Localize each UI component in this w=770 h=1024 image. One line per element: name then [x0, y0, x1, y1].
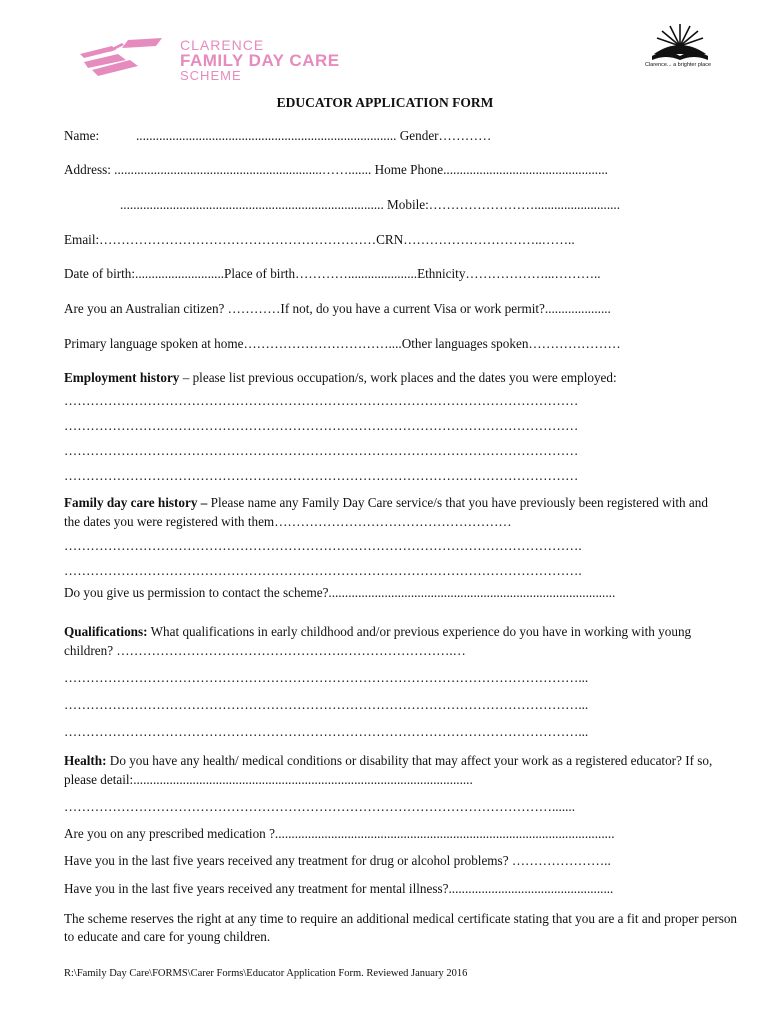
scheme-logo-text: [180, 38, 340, 82]
scheme-logo-icon: [78, 36, 178, 76]
health-question[interactable]: [64, 751, 720, 789]
citizenship-field[interactable]: Are you an Australian citizen? …………If not, do you have a current Visa or work permit?....................: [64, 301, 611, 316]
fdc-history-question[interactable]: [64, 493, 720, 531]
employment-heading: [64, 370, 617, 386]
birth-ethnicity-field[interactable]: Date of birth:...........................Place of birth………….....................Ethnicity………………...………..: [64, 266, 601, 281]
employment-line-4[interactable]: ………………………………………………………………………………………………………: [64, 468, 579, 483]
drug-treatment-field[interactable]: Have you in the last five years received any treatment for drug or alcohol problems? …………………..: [64, 853, 611, 868]
employment-line-1[interactable]: ………………………………………………………………………………………………………: [64, 393, 579, 408]
qualifications-instruction: What qualifications in early childhood and/or previous experience do you have in working with young children? …………………………………………….…………………….…: [64, 624, 692, 658]
fdc-instruction: Please name any Family Day Care service/s that you have previously been registered with and the dates you were registered with them………………………………………………: [64, 495, 708, 529]
logo-line-2: FAMILY DAY CARE: [180, 51, 340, 70]
fdc-label: Family day care history –: [64, 495, 208, 510]
name-gender-field[interactable]: ............................................................................... Gender…………: [136, 128, 492, 143]
name-field-label: Name:: [64, 128, 100, 143]
logo-line-1: CLARENCE: [180, 37, 265, 53]
qualifications-line-2[interactable]: ………………………………………………………………………………………………………...: [64, 697, 589, 712]
file-path-footer: R:\Family Day Care\FORMS\Carer Forms\Educator Application Form. Reviewed January 2016: [64, 968, 468, 979]
council-logo-icon: [640, 20, 720, 80]
logo-line-3: SCHEME: [180, 68, 242, 83]
employment-line-2[interactable]: ………………………………………………………………………………………………………: [64, 418, 579, 433]
employment-label: Employment history: [64, 370, 180, 385]
health-line-1[interactable]: ………………………………………………………………………………………………….......: [64, 799, 576, 814]
qualifications-line-3[interactable]: ………………………………………………………………………………………………………...: [64, 724, 589, 739]
mental-treatment-field[interactable]: Have you in the last five years received any treatment for mental illness?..................................................: [64, 881, 614, 896]
health-instruction: Do you have any health/ medical conditions or disability that may affect your work as a registered educator? If so, please detail:.......................................................................................................: [64, 753, 713, 787]
fdc-line-2[interactable]: ……………………………………………………………………………………………………….: [64, 563, 582, 578]
medication-field[interactable]: Are you on any prescribed medication ?.......................................................................................................: [64, 826, 615, 841]
employment-line-3[interactable]: ………………………………………………………………………………………………………: [64, 443, 579, 458]
address-phone-field[interactable]: Address: ...............................................................……....... Home Phone..................................................: [64, 162, 608, 177]
employment-instruction: – please list previous occupation/s, work places and the dates you were employed:: [179, 370, 617, 385]
qualifications-line-1[interactable]: ………………………………………………………………………………………………………...: [64, 670, 589, 685]
qualifications-question[interactable]: [64, 622, 720, 660]
form-title: EDUCATOR APPLICATION FORM: [276, 95, 494, 110]
qualifications-label: Qualifications:: [64, 624, 148, 639]
language-field[interactable]: Primary language spoken at home……………………………....Other languages spoken…………………: [64, 336, 621, 351]
email-crn-field[interactable]: Email:………………………………………………………CRN…………………………..……..: [64, 232, 575, 247]
contact-permission-field[interactable]: Do you give us permission to contact the scheme?.......................................................................................: [64, 585, 616, 600]
health-label: Health:: [64, 753, 107, 768]
council-tagline: Clarence... a brighter place: [644, 62, 712, 68]
medical-certificate-statement: The scheme reserves the right at any time to require an additional medical certificate stating that you are a fit and proper person to educate and care for young children.: [64, 911, 738, 944]
page-header: [0, 0, 770, 90]
address-mobile-field[interactable]: ................................................................................ Mobile:……………………..........................: [120, 197, 621, 212]
fdc-line-1[interactable]: ……………………………………………………………………………………………………….: [64, 538, 582, 553]
